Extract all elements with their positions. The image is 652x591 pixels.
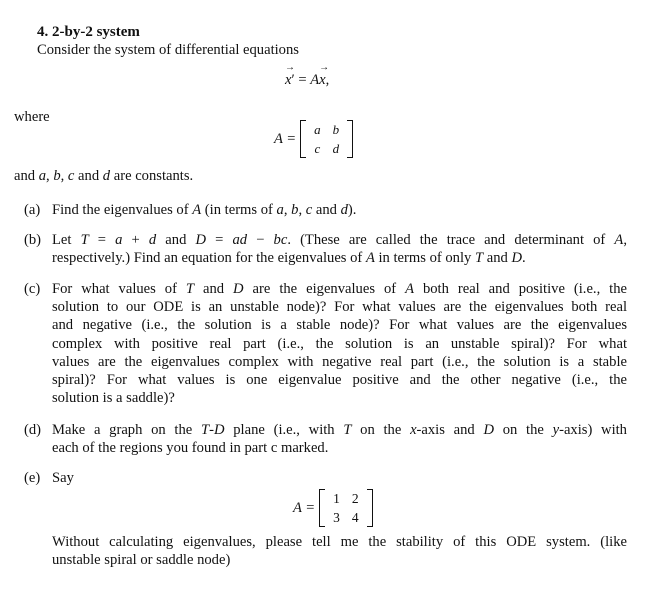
text-run: + — [122, 232, 149, 248]
say-text: Say — [52, 470, 74, 486]
text-line — [52, 317, 627, 334]
math-symbol: D — [511, 250, 523, 267]
part-d-label: (d) — [24, 422, 42, 438]
text-run: -axis and — [416, 422, 484, 438]
problem-heading: 4. 2-by-2 system — [37, 24, 140, 40]
matrix-lhs: A = — [293, 499, 316, 516]
text-run: in terms of only — [374, 250, 475, 267]
text-run: unstable spiral or saddle node) — [52, 552, 231, 569]
text-run: , — [283, 202, 292, 218]
text-line — [52, 250, 627, 267]
part-e-label: (e) — [24, 470, 41, 486]
text-run: . — [522, 250, 526, 267]
matrix-lhs: A = — [274, 130, 297, 147]
math-symbol: A — [192, 202, 202, 218]
text-run: both real and positive (i.e., the — [414, 281, 628, 297]
math-symbol: y — [552, 422, 560, 438]
matrix-symbol: A — [310, 72, 320, 88]
math-symbol: T — [343, 422, 352, 438]
text-run: respectively.) Find an equation for the eigenvalues of — [52, 250, 366, 267]
text-run: and — [14, 168, 39, 184]
text-run: = — [88, 232, 116, 248]
math-symbol: ad — [232, 232, 248, 248]
text-run: and — [74, 168, 103, 184]
ode-equation — [285, 72, 329, 89]
math-symbol: a — [276, 202, 284, 218]
text-line — [52, 299, 627, 316]
matrix-cell: b — [332, 122, 340, 137]
text-run: on the — [493, 422, 553, 438]
part-a-label: (a) — [24, 202, 41, 218]
math-symbol: D — [195, 232, 207, 248]
text-run: are constants. — [110, 168, 194, 184]
math-symbol: x — [410, 422, 417, 438]
matrix-cell: a — [314, 122, 321, 137]
matrix-cell: 4 — [351, 510, 359, 525]
math-symbol: b — [291, 202, 299, 218]
math-symbol: d — [148, 232, 157, 248]
text-run: spiral)? For what values is one eigenvalue positive and the other negative (i.e., the — [52, 372, 627, 388]
text-run: , — [60, 168, 68, 184]
constants-text — [14, 168, 193, 185]
intro-text: Consider the system of differential equations — [37, 42, 299, 58]
where-text: where — [14, 109, 50, 125]
math-symbol: T — [474, 250, 484, 267]
math-symbol: D — [483, 422, 494, 438]
text-line — [52, 202, 627, 219]
text-run: For what values of — [52, 281, 186, 297]
math-symbol: c — [305, 202, 313, 218]
text-run: and — [194, 281, 234, 297]
equals: = — [298, 72, 307, 88]
math-symbol: T — [80, 232, 89, 248]
text-run: Make a graph on the — [52, 422, 201, 438]
math-symbol: bc — [273, 232, 288, 248]
part-c-label: (c) — [24, 281, 41, 297]
math-symbol: d — [340, 202, 348, 218]
right-bracket — [367, 489, 373, 527]
general-matrix — [274, 120, 353, 158]
matrix-cell: c — [314, 141, 321, 156]
text-run: − — [247, 232, 274, 248]
text-run: and — [483, 250, 512, 267]
math-symbol: a — [115, 232, 123, 248]
text-run: solution is a saddle)? — [52, 390, 175, 407]
text-run: ). — [347, 202, 357, 218]
text-run: , — [46, 168, 54, 184]
math-symbol: T — [185, 281, 195, 297]
text-line — [52, 336, 627, 353]
text-line — [52, 552, 627, 569]
text-run: plane (i.e., with — [224, 422, 344, 438]
math-symbol: A — [614, 232, 624, 248]
text-run: = — [206, 232, 233, 248]
text-line — [52, 354, 627, 371]
math-symbol: D — [213, 422, 225, 438]
text-run: are the eigenvalues of — [243, 281, 406, 297]
text-line — [52, 422, 627, 439]
comma: , — [325, 72, 330, 88]
text-run: Find the eigenvalues of — [52, 202, 193, 218]
math-symbol: T — [200, 422, 210, 438]
math-symbol: a — [38, 168, 47, 184]
text-run: values are the eigenvalues complex with negative real part (i.e., the solution is a stable — [52, 353, 627, 370]
text-run: solution to our ODE is an unstable node)? For what values are the eigenvalues both real — [52, 299, 627, 316]
text-run: , — [623, 232, 627, 248]
part-b-label: (b) — [24, 232, 42, 248]
math-symbol: c — [67, 168, 75, 184]
text-run: (in terms of — [201, 202, 277, 218]
text-run: and — [156, 232, 196, 248]
text-line — [52, 372, 627, 389]
text-run: on the — [351, 422, 411, 438]
text-run: complex with positive real part (i.e., the solution is an unstable spiral)? For what — [52, 335, 627, 352]
text-line — [52, 390, 627, 407]
right-bracket — [347, 120, 353, 158]
text-line — [52, 534, 627, 551]
prime: ′ — [291, 72, 295, 88]
matrix-cell: 1 — [333, 491, 340, 506]
x-vector: → x — [285, 72, 291, 89]
text-run: -axis) with — [559, 422, 627, 438]
matrix-cell: 2 — [351, 491, 359, 506]
text-run: . (These are called the trace and determinant of — [287, 232, 615, 248]
text-line — [52, 281, 627, 298]
text-run: and negative (i.e., the solution is a stable node)? For what values are the eigenvalues — [52, 317, 627, 334]
math-symbol: b — [53, 168, 61, 184]
text-line — [52, 440, 627, 457]
text-run: - — [209, 422, 214, 438]
text-run: Let — [52, 232, 81, 248]
math-symbol: A — [365, 250, 375, 267]
text-run: , — [298, 202, 306, 218]
text-run: and — [312, 202, 341, 218]
numeric-matrix — [293, 489, 373, 527]
matrix-cell: 3 — [333, 510, 340, 525]
text-run: each of the regions you found in part c marked. — [52, 440, 329, 457]
text-line — [52, 232, 627, 249]
text-run: Without calculating eigenvalues, please tell me the stability of this ODE system. (like — [52, 534, 627, 550]
x-vector: → x — [319, 72, 325, 89]
math-symbol: d — [102, 168, 111, 184]
matrix-cell: d — [332, 141, 340, 156]
math-symbol: A — [405, 281, 414, 297]
math-symbol: D — [233, 281, 244, 297]
